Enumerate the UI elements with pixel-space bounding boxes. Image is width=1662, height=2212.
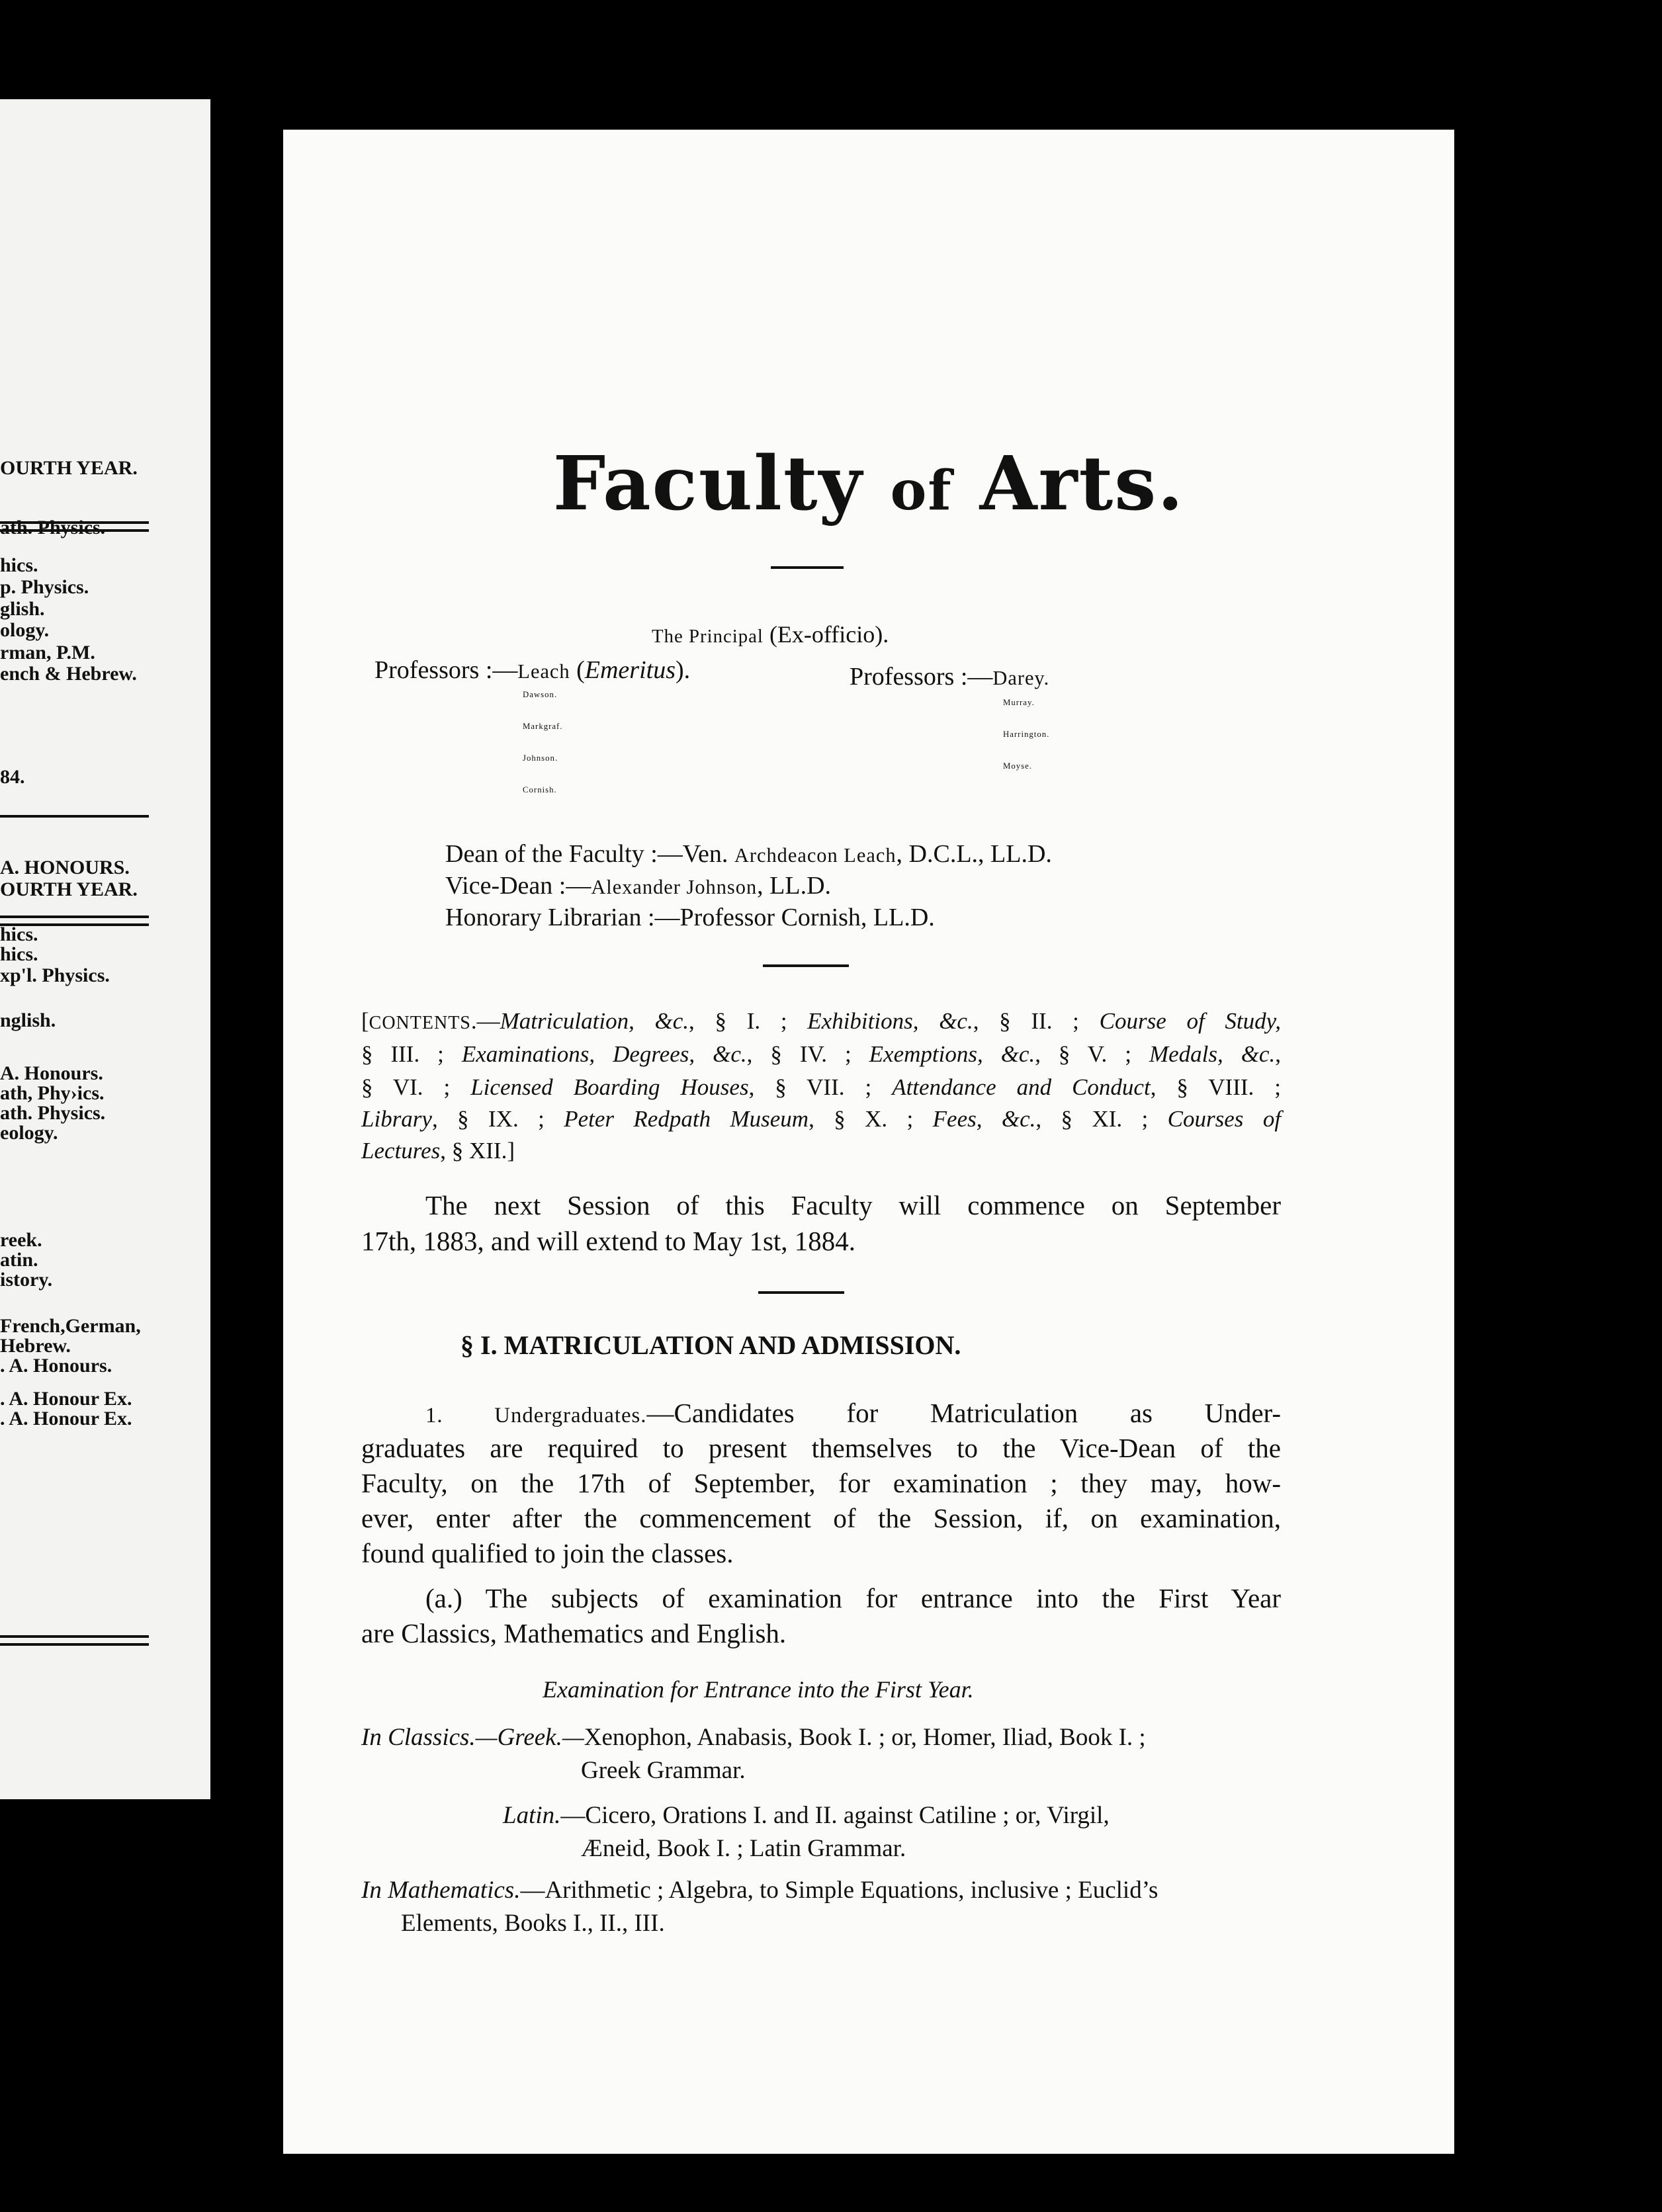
mathematics-line: In Mathematics.—Arithmetic ; Algebra, to Simple Equations, inclusive ; Euclid’s — [361, 1877, 1159, 1904]
left-page-line: p. Physics. — [0, 576, 89, 598]
professor-name: Moyse. — [1003, 761, 1033, 771]
left-page-line: reek. — [0, 1229, 42, 1251]
left-page-rule — [0, 915, 149, 918]
contents-line: § III. ; Examinations, Degrees, &c., § IV. ; Exemptions, &c., § V. ; Medals, &c., — [361, 1041, 1281, 1067]
left-page-line: . A. Honour Ex. — [0, 1388, 132, 1410]
left-page-line: OURTH YEAR. — [0, 457, 138, 479]
left-page-line: atin. — [0, 1249, 38, 1271]
professor-name: Dawson. — [523, 690, 558, 699]
left-page-rule — [0, 1635, 149, 1638]
left-page-line: ench & Hebrew. — [0, 663, 137, 685]
professor-name: Johnson. — [523, 753, 558, 763]
contents-line: [CONTENTS.—Matriculation, &c., § I. ; Exhibitions, &c., § II. ; Course of Study, — [361, 1008, 1281, 1034]
paragraph-line: Faculty, on the 17th of September, for examination ; they may, how- — [361, 1468, 1281, 1498]
divider-rule — [758, 1291, 844, 1294]
classics-greek-line-2: Greek Grammar. — [581, 1757, 746, 1784]
left-page-line: ology. — [0, 619, 50, 641]
left-page-line: French,German, — [0, 1315, 141, 1337]
divider-rule — [763, 964, 849, 967]
title-word-of: of — [890, 459, 953, 523]
paragraph-line: are Classics, Mathematics and English. — [361, 1618, 787, 1648]
librarian-line: Honorary Librarian :—Professor Cornish, LL.D. — [445, 904, 935, 931]
session-line-1: The next Session of this Faculty will commence on September — [425, 1190, 1281, 1220]
title-word-arts: Arts. — [979, 441, 1185, 527]
professor-name: Murray. — [1003, 698, 1035, 707]
paragraph-line: 1. Undergraduates.—Candidates for Matriculation as Under- — [425, 1398, 1282, 1428]
left-page-line: Hebrew. — [0, 1335, 71, 1357]
principal-title: The Principal — [652, 626, 764, 647]
title-word-faculty: Faculty — [552, 441, 863, 527]
vice-dean-line: Vice-Dean :—Alexander Johnson, LL.D. — [445, 872, 832, 900]
left-page-line: hics. — [0, 554, 38, 576]
previous-page-fragment — [0, 99, 210, 1799]
contents-line: Lectures, § XII.] — [361, 1138, 515, 1164]
left-page-line: istory. — [0, 1269, 53, 1291]
session-line-2: 17th, 1883, and will extend to May 1st, 1884. — [361, 1226, 856, 1256]
paragraph-line: (a.) The subjects of examination for entrance into the First Year — [425, 1583, 1281, 1613]
page-title — [283, 441, 1454, 527]
left-page-line: glish. — [0, 598, 45, 620]
paragraph-line: graduates are required to present themselves to the Vice-Dean of the — [361, 1433, 1281, 1463]
divider-rule — [771, 566, 844, 569]
left-page-line: OURTH YEAR. — [0, 878, 138, 900]
left-page-line: rman, P.M. — [0, 642, 95, 663]
principal-note: (Ex-officio). — [763, 621, 889, 648]
mathematics-line-2: Elements, Books I., II., III. — [401, 1910, 665, 1937]
left-page-line: . A. Honours. — [0, 1355, 112, 1377]
left-page-rule — [0, 1643, 149, 1646]
professors-left-label: Professors :—Leach (Emeritus). — [374, 656, 691, 684]
professor-name: Harrington. — [1003, 730, 1050, 739]
left-page-line: eology. — [0, 1122, 58, 1144]
professor-name: Markgraf. — [523, 722, 563, 731]
contents-line: § VI. ; Licensed Boarding Houses, § VII. ; Attendance and Conduct, § VIII. ; — [361, 1074, 1281, 1100]
paragraph-line: found qualified to join the classes. — [361, 1538, 734, 1568]
left-page-line: xp'l. Physics. — [0, 964, 110, 986]
classics-greek-line: In Classics.—Greek.—Xenophon, Anabasis, Book I. ; or, Homer, Iliad, Book I. ; — [361, 1724, 1146, 1751]
exam-subheading: Examination for Entrance into the First Year. — [543, 1676, 974, 1703]
professor-name: Cornish. — [523, 785, 557, 794]
left-page-line: . A. Honour Ex. — [0, 1408, 132, 1429]
left-page-line: A. Honours. — [0, 1062, 103, 1084]
left-page-rule — [0, 815, 149, 818]
left-page-line: ath, Phy›ics. — [0, 1082, 105, 1104]
left-page-line: ath. Physics. — [0, 517, 106, 538]
left-page-line: A. HONOURS. — [0, 857, 130, 878]
document-page — [283, 130, 1454, 2154]
principal-line — [652, 622, 889, 646]
left-page-line: hics. — [0, 923, 38, 945]
classics-latin-line: Latin.—Cicero, Orations I. and II. against Catiline ; or, Virgil, — [503, 1802, 1110, 1829]
left-page-line: nglish. — [0, 1009, 56, 1031]
left-page-line: 84. — [0, 766, 25, 788]
left-page-line: hics. — [0, 943, 38, 965]
contents-line: Library, § IX. ; Peter Redpath Museum, § X. ; Fees, &c., § XI. ; Courses of — [361, 1106, 1282, 1132]
professors-right-label: Professors :—Darey. — [850, 663, 1050, 691]
professor-name: Leach — [517, 660, 570, 683]
section-heading: § I. MATRICULATION AND ADMISSION. — [460, 1330, 961, 1360]
dean-line: Dean of the Faculty :—Ven. Archdeacon Leach, D.C.L., LL.D. — [445, 840, 1052, 868]
professor-name: Darey. — [992, 667, 1050, 689]
classics-latin-line-2: Æneid, Book I. ; Latin Grammar. — [581, 1835, 906, 1862]
left-page-line: ath. Physics. — [0, 1102, 106, 1124]
paragraph-line: ever, enter after the commencement of the Session, if, on examination, — [361, 1503, 1281, 1533]
